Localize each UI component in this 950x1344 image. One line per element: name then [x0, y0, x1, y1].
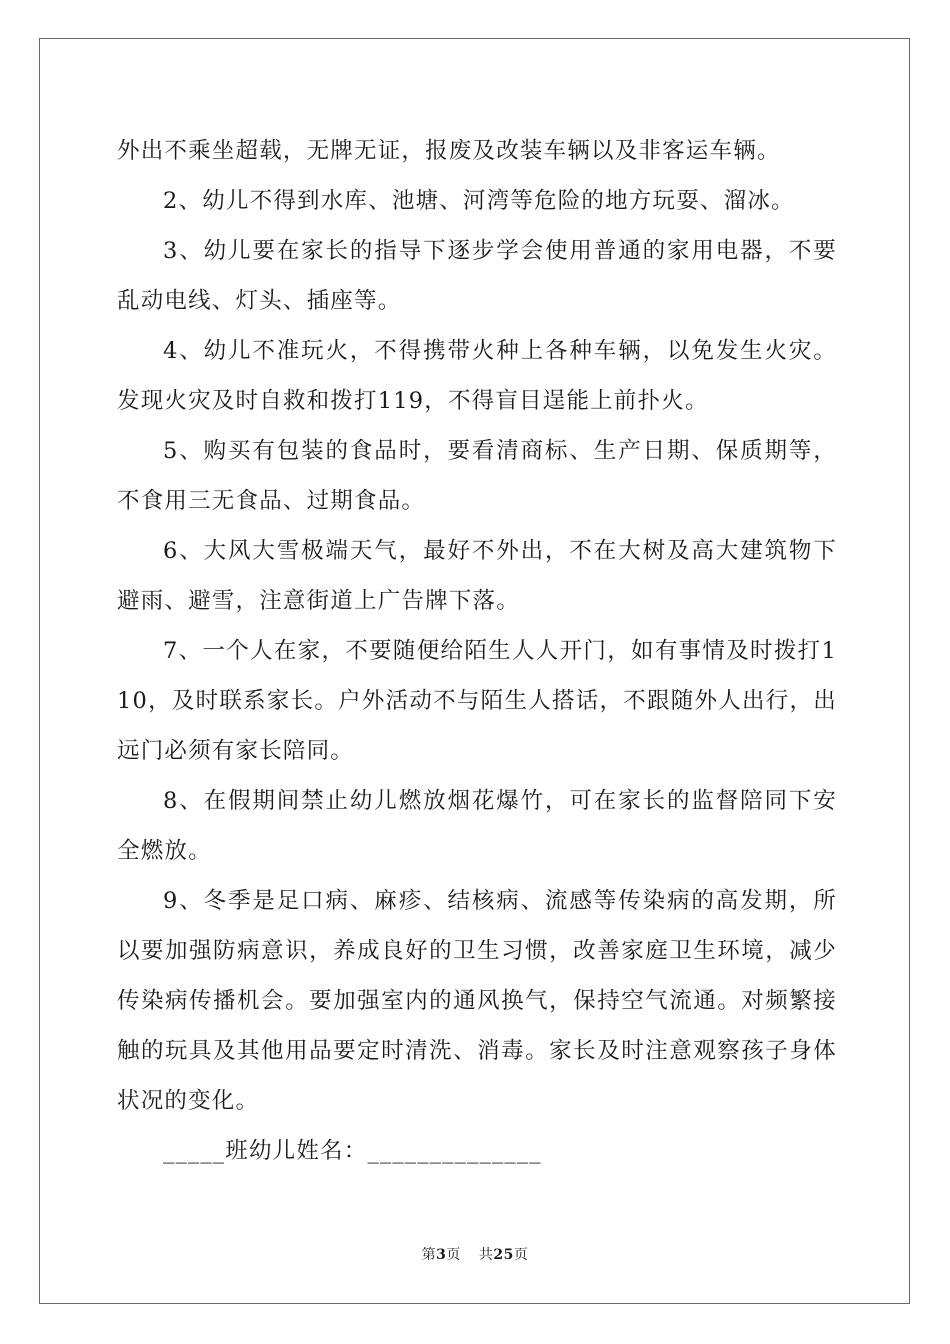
paragraph-item-6: 6、大风大雪极端天气，最好不外出，不在大树及高大建筑物下避雨、避雪，注意街道上广告牌下落。 — [117, 538, 837, 614]
paragraph-item-7: 7、一个人在家，不要随便给陌生人人开门，如有事情及时拨打110，及时联系家长。户外活动不与陌生人搭话，不跟随外人出行，出远门必须有家长陪同。 — [117, 638, 837, 764]
footer-total-pages: 25 — [493, 1247, 514, 1263]
paragraph-item-2: 2、幼儿不得到水库、池塘、河湾等危险的地方玩耍、溜冰。 — [163, 188, 795, 214]
paragraph-item-8: 8、在假期间禁止幼儿燃放烟花爆竹，可在家长的监督陪同下安全燃放。 — [117, 788, 837, 864]
paragraph-item-4: 4、幼儿不准玩火，不得携带火种上各种车辆，以免发生火灾。发现火灾及时自救和拨打119，不得盲目逞能上前扑火。 — [117, 338, 837, 414]
footer-total-suffix: 页 — [513, 1247, 529, 1263]
footer-total-prefix: 共 — [478, 1247, 494, 1263]
footer-page-prefix: 第 — [421, 1247, 437, 1263]
paragraph-item-5: 5、购买有包装的食品时，要看清商标、生产日期、保质期等，不食用三无食品、过期食品。 — [117, 438, 837, 514]
paragraph-item-9: 9、冬季是足口病、麻疹、结核病、流感等传染病的高发期，所以要加强防病意识，养成良好的卫生习惯，改善家庭卫生环境，减少传染病传播机会。要加强室内的通风换气，保持空气流通。对频繁接触的玩具及其他用品要定时清洗、消毒。家长及时注意观察孩子身体状况的变化。 — [117, 888, 837, 1114]
footer-page-suffix: 页 — [446, 1247, 461, 1263]
page-footer — [0, 1244, 950, 1264]
paragraph-continuation: 外出不乘坐超载，无牌无证，报废及改装车辆以及非客运车辆。 — [117, 138, 781, 164]
footer-page-number: 3 — [436, 1247, 447, 1263]
student-name-fill-line: _____班幼儿姓名：______________ — [163, 1138, 542, 1164]
paragraph-item-3: 3、幼儿要在家长的指导下逐步学会使用普通的家用电器，不要乱动电线、灯头、插座等。 — [117, 238, 837, 314]
document-body — [117, 126, 837, 1176]
